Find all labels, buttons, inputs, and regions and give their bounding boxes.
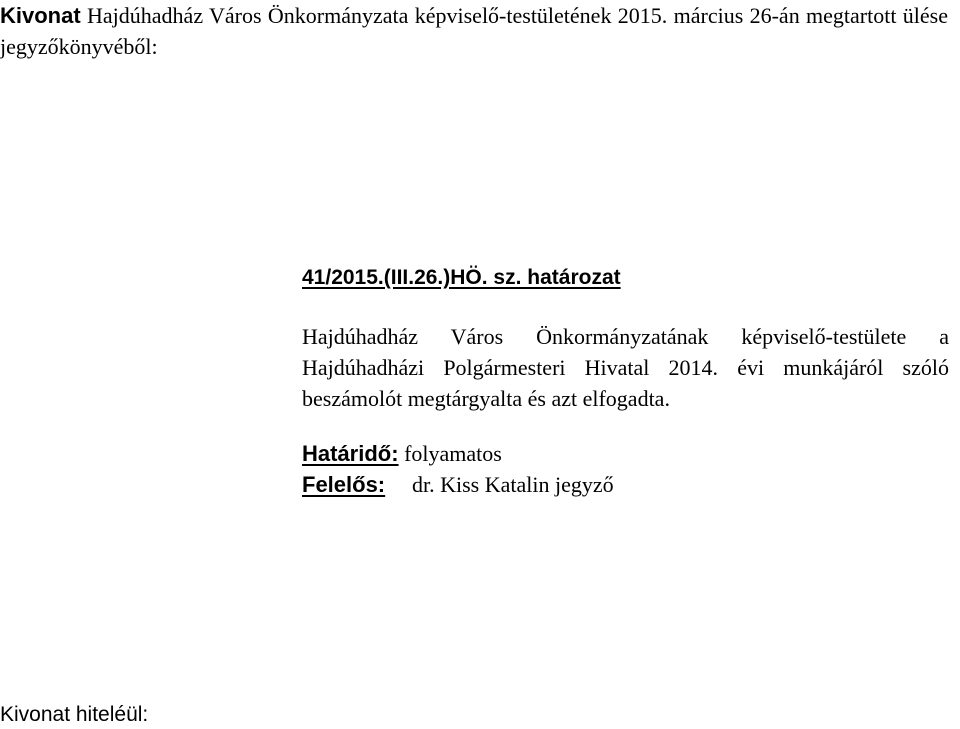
deadline-row [302, 438, 502, 469]
responsible-row [302, 469, 614, 500]
body-line-1: Hajdúhadház Város Önkormányzatának képviselő-testülete a [302, 324, 949, 349]
header-text: Hajdúhadház Város Önkormányzata képviselő-testületének 2015. március 26-án megtartott ülése jegyzőkönyvéből: [0, 3, 948, 59]
body-line-2: Hajdúhadházi Polgármesteri Hivatal 2014. évi munkájáról szóló [302, 355, 949, 380]
deadline-value: folyamatos [398, 441, 502, 466]
responsible-label: Felelős: [302, 472, 386, 497]
footer-certification: Kivonat hiteléül: [0, 703, 149, 726]
resolution-body [302, 321, 949, 414]
deadline-label: Határidő: [302, 441, 399, 466]
responsible-value: dr. Kiss Katalin jegyző [412, 472, 614, 497]
header-kivonat-label: Kivonat [0, 3, 81, 28]
resolution-number: 41/2015.(III.26.)HÖ. sz. határozat [302, 266, 621, 289]
document-header [0, 0, 948, 62]
body-line-3: beszámolót megtárgyalta és azt elfogadta. [302, 386, 670, 411]
